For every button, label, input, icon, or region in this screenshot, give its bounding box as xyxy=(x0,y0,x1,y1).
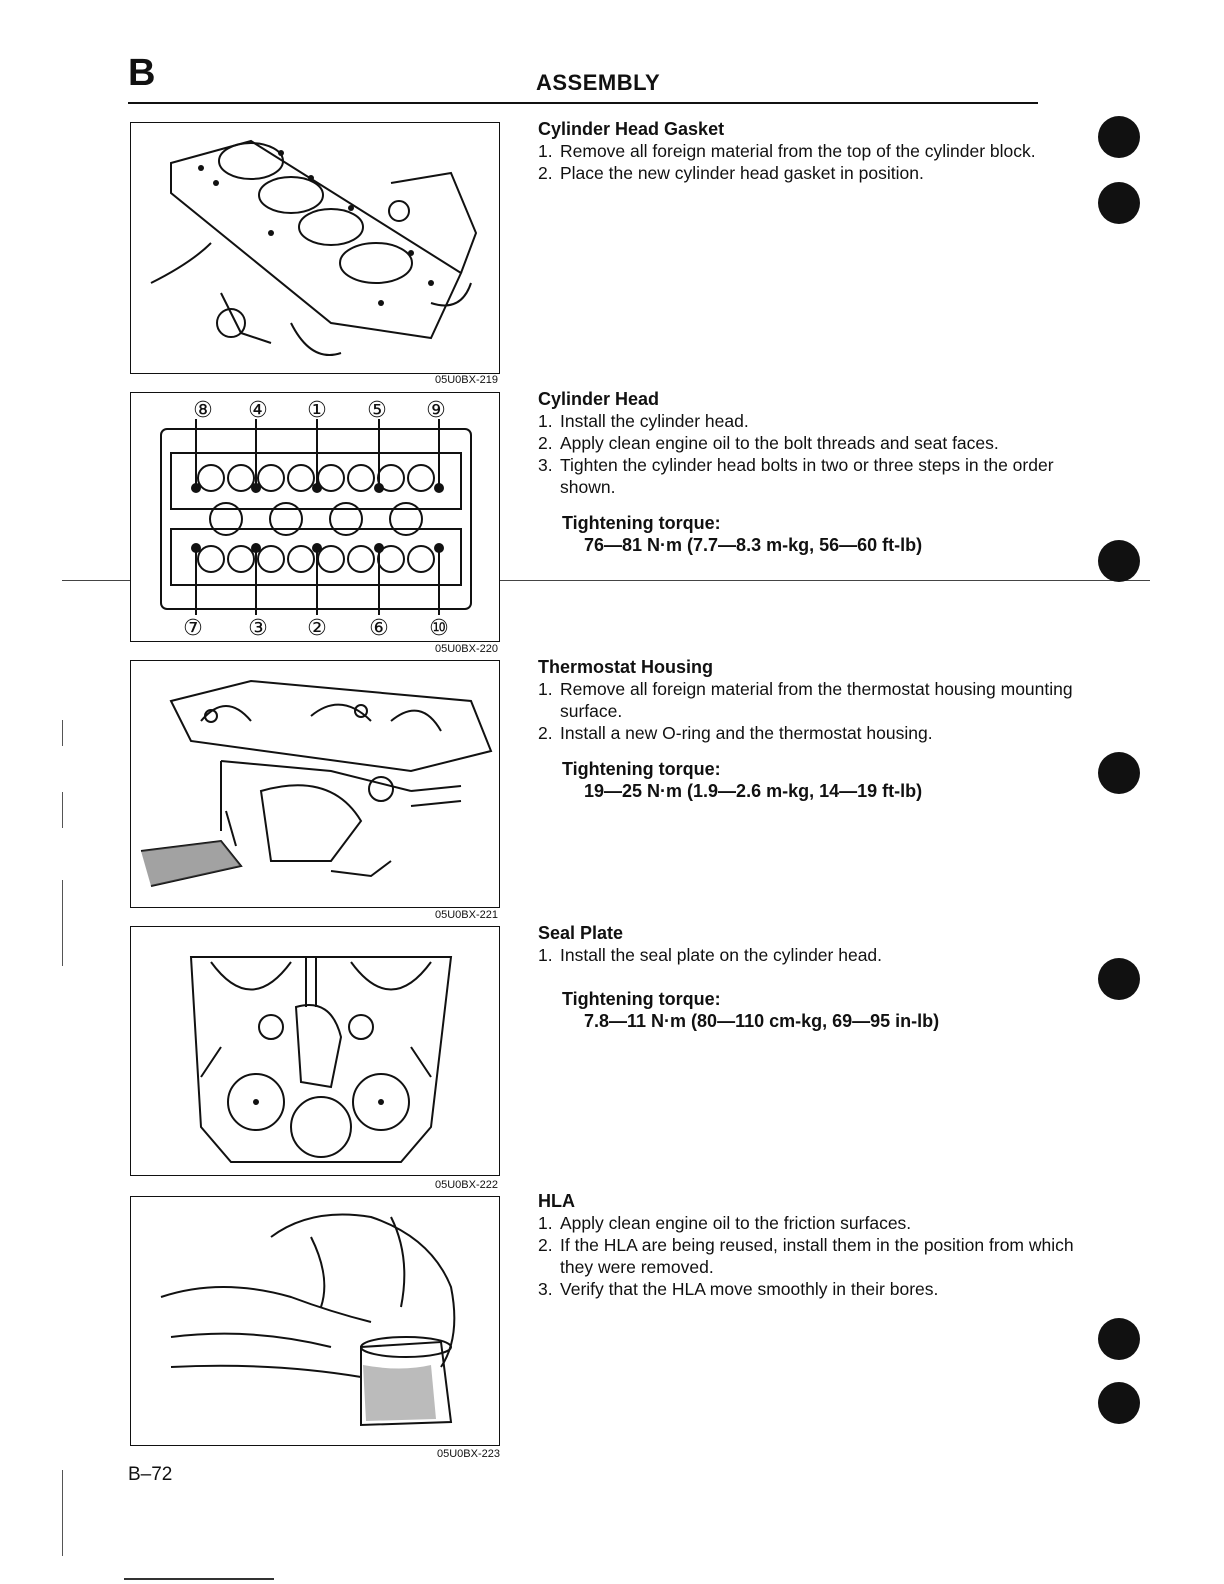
bolt-order-label: ④ xyxy=(248,398,268,423)
tightening-torque: Tightening torque: 76—81 N·m (7.7—8.3 m-kg, 56—60 ft-lb) xyxy=(562,513,923,555)
hla-illustration xyxy=(131,1197,499,1445)
bolt-order-label: ⑧ xyxy=(193,398,213,423)
figure-code: 05U0BX-223 xyxy=(437,1448,500,1460)
bolt-order-label: ① xyxy=(307,398,327,423)
binder-hole-dot xyxy=(1098,1318,1140,1360)
binder-hole-dot xyxy=(1098,182,1140,224)
binder-hole-dot xyxy=(1098,540,1140,582)
section-title: Thermostat Housing xyxy=(538,657,714,677)
figure-code: 05U0BX-221 xyxy=(435,909,498,921)
section-letter: B xyxy=(128,52,156,94)
section-title: Cylinder Head xyxy=(538,389,660,409)
gasket-illustration xyxy=(131,123,499,373)
figure-cylinder-head-bolt-order xyxy=(130,392,500,642)
section-cylinder-head xyxy=(538,388,1078,556)
binder-hole-dot xyxy=(1098,958,1140,1000)
header-rule xyxy=(128,102,1038,104)
page-title: ASSEMBLY xyxy=(536,70,661,95)
bolt-order-label: ⑥ xyxy=(369,616,389,641)
section-title: Cylinder Head Gasket xyxy=(538,119,725,139)
step-item: 1. Apply clean engine oil to the friction surfaces. xyxy=(538,1213,912,1233)
section-seal-plate xyxy=(538,922,1078,1032)
step-item: 2. Place the new cylinder head gasket in position. xyxy=(538,163,924,183)
step-item: 2. If the HLA are being reused, install them in the position from which they were removed. xyxy=(538,1235,1074,1277)
page-number: B–72 xyxy=(128,1464,173,1485)
figure-cylinder-head-gasket xyxy=(130,122,500,374)
step-item: 1. Install the seal plate on the cylinder head. xyxy=(538,945,883,965)
margin-mark xyxy=(62,792,63,828)
step-item: 1. Install the cylinder head. xyxy=(538,411,749,431)
bolt-order-label: ⑨ xyxy=(426,398,446,423)
step-item: 3. Tighten the cylinder head bolts in two or three steps in the order shown. xyxy=(538,455,1054,497)
figure-hla xyxy=(130,1196,500,1446)
bolt-order-label: ⑦ xyxy=(183,616,203,641)
seal-plate-illustration xyxy=(131,927,499,1175)
binder-hole-dot xyxy=(1098,752,1140,794)
figure-code: 05U0BX-220 xyxy=(435,643,498,655)
step-item: 3. Verify that the HLA move smoothly in their bores. xyxy=(538,1279,939,1299)
section-title: HLA xyxy=(538,1191,575,1211)
figure-code: 05U0BX-219 xyxy=(435,374,498,386)
figure-seal-plate xyxy=(130,926,500,1176)
section-hla xyxy=(538,1190,1078,1300)
section-cylinder-head-gasket xyxy=(538,118,1078,184)
step-item: 2. Install a new O-ring and the thermostat housing. xyxy=(538,723,933,743)
bolt-order-label: ⑤ xyxy=(367,398,387,423)
section-title: Seal Plate xyxy=(538,923,624,943)
tightening-torque: Tightening torque: 19—25 N·m (1.9—2.6 m-kg, 14—19 ft-lb) xyxy=(562,759,923,801)
bolt-order-label: ② xyxy=(307,616,327,641)
margin-mark xyxy=(62,720,63,746)
binder-hole-dot xyxy=(1098,116,1140,158)
margin-mark xyxy=(62,1470,63,1556)
tightening-torque: Tightening torque: 7.8—11 N·m (80—110 cm-kg, 69—95 in-lb) xyxy=(562,989,940,1031)
bolt-order-label: ⑩ xyxy=(429,616,449,641)
binder-hole-dot xyxy=(1098,1382,1140,1424)
bolt-order-illustration xyxy=(131,393,499,641)
step-item: 1. Remove all foreign material from the top of the cylinder block. xyxy=(538,141,1036,161)
section-thermostat-housing xyxy=(538,656,1078,802)
figure-code: 05U0BX-222 xyxy=(435,1179,498,1191)
footer-rule xyxy=(124,1578,274,1580)
margin-mark xyxy=(62,880,63,966)
figure-thermostat-housing xyxy=(130,660,500,908)
step-item: 2. Apply clean engine oil to the bolt threads and seat faces. xyxy=(538,433,999,453)
step-item: 1. Remove all foreign material from the thermostat housing mounting surface. xyxy=(538,679,1073,721)
bolt-order-label: ③ xyxy=(248,616,268,641)
thermostat-illustration xyxy=(131,661,499,907)
